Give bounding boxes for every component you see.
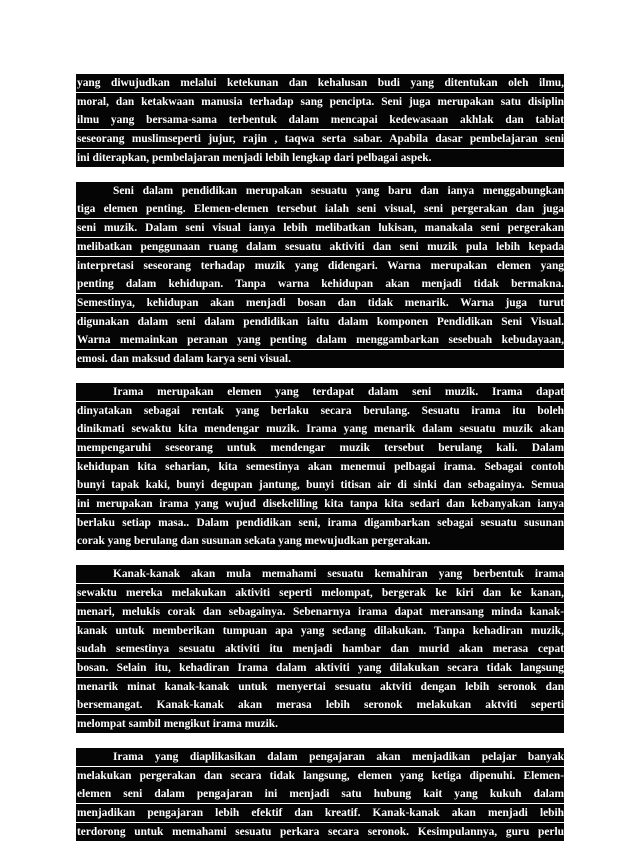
text-line: melibatkan penggunaan ruang dalam sesuatu aktiviti dan seni muzik pula lebih kepada bbox=[76, 238, 564, 256]
text-line: menari, melukis corak dan sebagainya. Sebenarnya irama dapat meransang minda kanak- bbox=[76, 603, 564, 621]
paragraph bbox=[76, 748, 564, 841]
text-line: dinikmati sewaktu kita mendengar muzik. Irama yang menarik dalam sesuatu muzik akan bbox=[76, 420, 564, 438]
text-line: emosi. dan maksud dalam karya seni visual. bbox=[76, 350, 564, 368]
text-line: kehidupan kita seharian, kita semestinya akan menemui pelbagai irama. Sebagai contoh bbox=[76, 458, 564, 476]
text-line: Irama yang diaplikasikan dalam pengajaran akan menjadikan pelajar banyak bbox=[76, 748, 564, 766]
text-line: Seni dalam pendidikan merupakan sesuatu yang baru dan ianya menggabungkan bbox=[76, 182, 564, 200]
text-line: berlaku setiap masa.. Dalam pendidikan seni, irama digambarkan sebagai sesuatu susunan bbox=[76, 514, 564, 532]
text-line: moral, dan ketakwaan manusia terhadap sang pencipta. Seni juga merupakan satu disiplin bbox=[76, 93, 564, 111]
text-line: ini diterapkan, pembelajaran menjadi lebih lengkap dari pelbagai aspek. bbox=[76, 149, 564, 167]
paragraph bbox=[76, 383, 564, 551]
text-line: elemen seni dalam pengajaran ini menjadi satu hubung kait yang kukuh dalam bbox=[76, 785, 564, 803]
text-line: interpretasi seseorang terhadap muzik yang didengari. Warna merupakan elemen yang bbox=[76, 257, 564, 275]
paragraph bbox=[76, 565, 564, 733]
text-line: corak yang berulang dan susunan sekata yang mewujudkan pergerakan. bbox=[76, 532, 564, 550]
text-line: menarik minat kanak-kanak untuk menyertai sesuatu aktviti dengan lebih seronok dan bbox=[76, 678, 564, 696]
text-line: sewaktu mereka melakukan aktiviti seperti melompat, bergerak ke kiri dan ke kanan, bbox=[76, 584, 564, 602]
text-line: digunakan dalam seni dalam pendidikan iaitu dalam komponen Pendidikan Seni Visual. bbox=[76, 313, 564, 331]
text-line: kanak untuk memberikan tumpuan apa yang sedang dilakukan. Tanpa kehadiran muzik, bbox=[76, 622, 564, 640]
paragraph bbox=[76, 74, 564, 167]
text-line: melompat sambil mengikut irama muzik. bbox=[76, 715, 564, 733]
text-line: menjadikan pengajaran lebih efektif dan kreatif. Kanak-kanak akan menjadi lebih bbox=[76, 804, 564, 822]
text-line: Kanak-kanak akan mula memahami sesuatu kemahiran yang berbentuk irama bbox=[76, 565, 564, 583]
text-line: sudah semestinya sesuatu aktiviti itu menjadi hambar dan murid akan merasa cepat bbox=[76, 640, 564, 658]
text-line: seni muzik. Dalam seni visual ianya lebih melibatkan lukisan, manakala seni pergerakan bbox=[76, 219, 564, 237]
text-line: bersemangat. Kanak-kanak akan merasa lebih seronok melakukan aktviti seperti bbox=[76, 696, 564, 714]
text-line: mempengaruhi seseorang untuk mendengar muzik tersebut berulang kali. Dalam bbox=[76, 439, 564, 457]
text-line: Irama merupakan elemen yang terdapat dalam seni muzik. Irama dapat bbox=[76, 383, 564, 401]
text-line: ini merupakan irama yang wujud disekeliling kita tanpa kita sedari dan kebanyakan ianya bbox=[76, 495, 564, 513]
text-line: bosan. Selain itu, kehadiran Irama dalam aktiviti yang dilakukan secara tidak langsung bbox=[76, 659, 564, 677]
text-line: melakukan pergerakan dan secara tidak langsung, elemen yang ketiga dipenuhi. Elemen- bbox=[76, 767, 564, 785]
text-line: Semestinya, kehidupan akan menjadi bosan dan tidak menarik. Warna juga turut bbox=[76, 294, 564, 312]
text-line: bunyi tapak kaki, bunyi degupan jantung, bunyi titisan air di sinki dan sebagainya. Semua bbox=[76, 476, 564, 494]
text-line: Warna memainkan peranan yang penting dalam menggambarkan sesebuah kebudayaan, bbox=[76, 331, 564, 349]
text-line: yang diwujudkan melalui ketekunan dan kehalusan budi yang ditentukan oleh ilmu, bbox=[76, 74, 564, 92]
text-line: penting dalam kehidupan. Tanpa warna kehidupan akan menjadi tidak bermakna. bbox=[76, 275, 564, 293]
text-line: ilmu yang bersama-sama terbentuk dalam mencapai kedewasaan akhlak dan tabiat bbox=[76, 111, 564, 129]
document-page bbox=[76, 74, 564, 856]
text-line: seseorang muslimseperti jujur, rajin , taqwa serta sabar. Apabila dasar pembelajaran seni bbox=[76, 130, 564, 148]
text-line: dinyatakan sebagai rentak yang berlaku secara berulang. Sesuatu irama itu boleh bbox=[76, 402, 564, 420]
text-line: tiga elemen penting. Elemen-elemen tersebut ialah seni visual, seni pergerakan dan juga bbox=[76, 200, 564, 218]
text-line: terdorong untuk memahami sesuatu perkara secara seronok. Kesimpulannya, guru perlu bbox=[76, 823, 564, 841]
paragraph bbox=[76, 182, 564, 368]
